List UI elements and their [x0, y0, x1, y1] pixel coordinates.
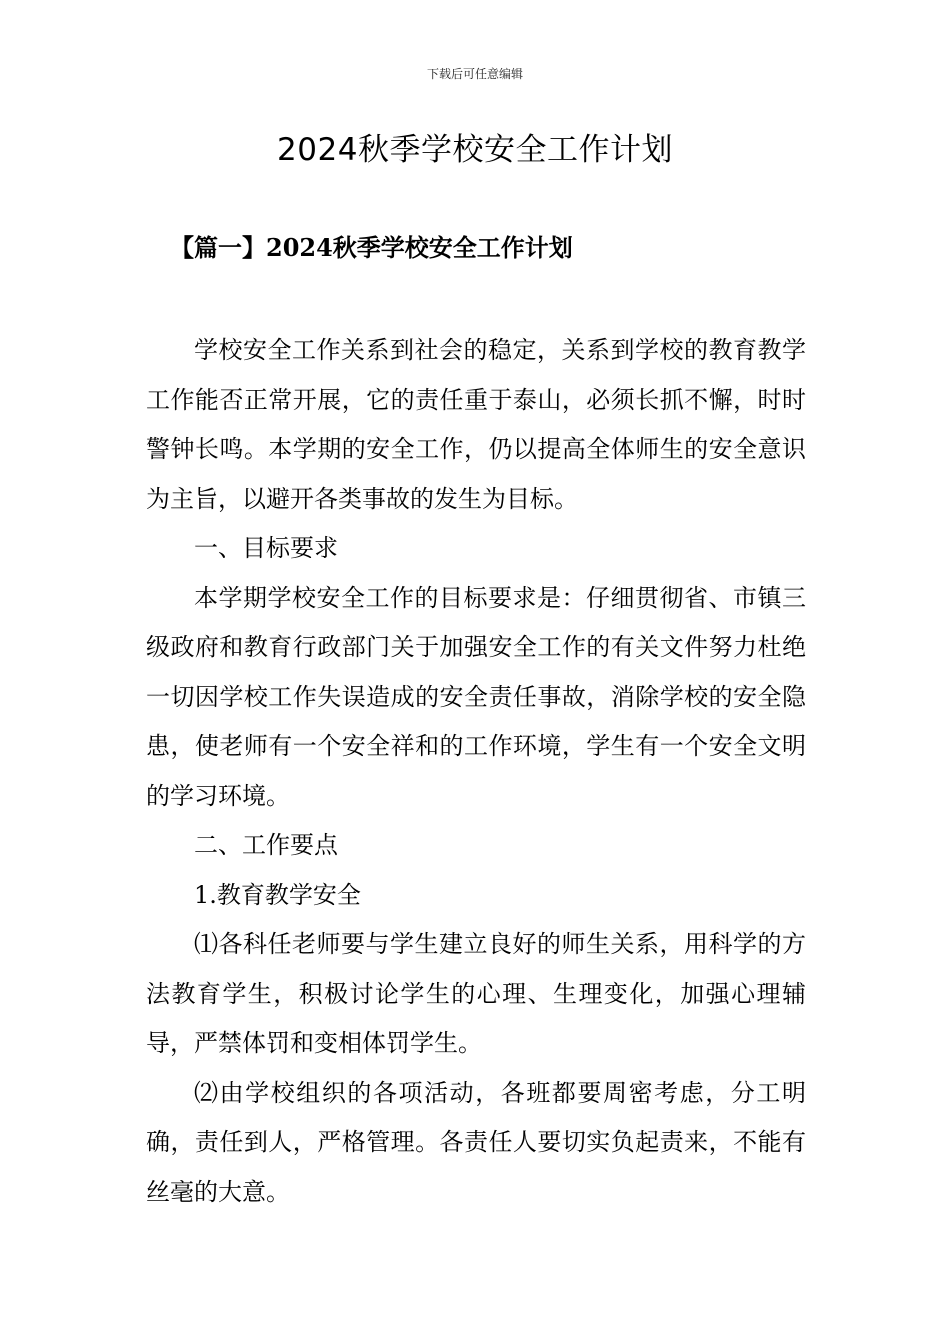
paragraph-item-2: ⑵由学校组织的各项活动，各班都要周密考虑，分工明确，责任到人，严格管理。各责任人要切实负起责来，不能有丝毫的大意。: [146, 1078, 806, 1206]
document-body: [146, 326, 806, 1217]
document-title: 2024秋季学校安全工作计划: [277, 132, 673, 168]
heading-goals: 一、目标要求: [194, 534, 338, 562]
section-heading: 【篇一】2024秋季学校安全工作计划: [170, 233, 573, 262]
header-note: 下载后可任意编辑: [426, 67, 523, 81]
paragraph-intro: 学校安全工作关系到社会的稳定，关系到学校的教育教学工作能否正常开展，它的责任重于泰山，必须长抓不懈，时时警钟长鸣。本学期的安全工作，仍以提高全体师生的安全意识为主旨，以避开各类事故的发生为目标。: [146, 336, 806, 513]
heading-work-points: 二、工作要点: [194, 831, 338, 859]
subheading-teaching-safety: 1.教育教学安全: [194, 880, 361, 909]
paragraph-goals: 本学期学校安全工作的目标要求是：仔细贯彻省、市镇三级政府和教育行政部门关于加强安全工作的有关文件努力杜绝一切因学校工作失误造成的安全责任事故，消除学校的安全隐患，使老师有一个安全祥和的工作环境，学生有一个安全文明的学习环境。: [146, 583, 806, 810]
paragraph-item-1: ⑴各科任老师要与学生建立良好的师生关系，用科学的方法教育学生，积极讨论学生的心理、生理变化，加强心理辅导，严禁体罚和变相体罚学生。: [146, 930, 806, 1057]
